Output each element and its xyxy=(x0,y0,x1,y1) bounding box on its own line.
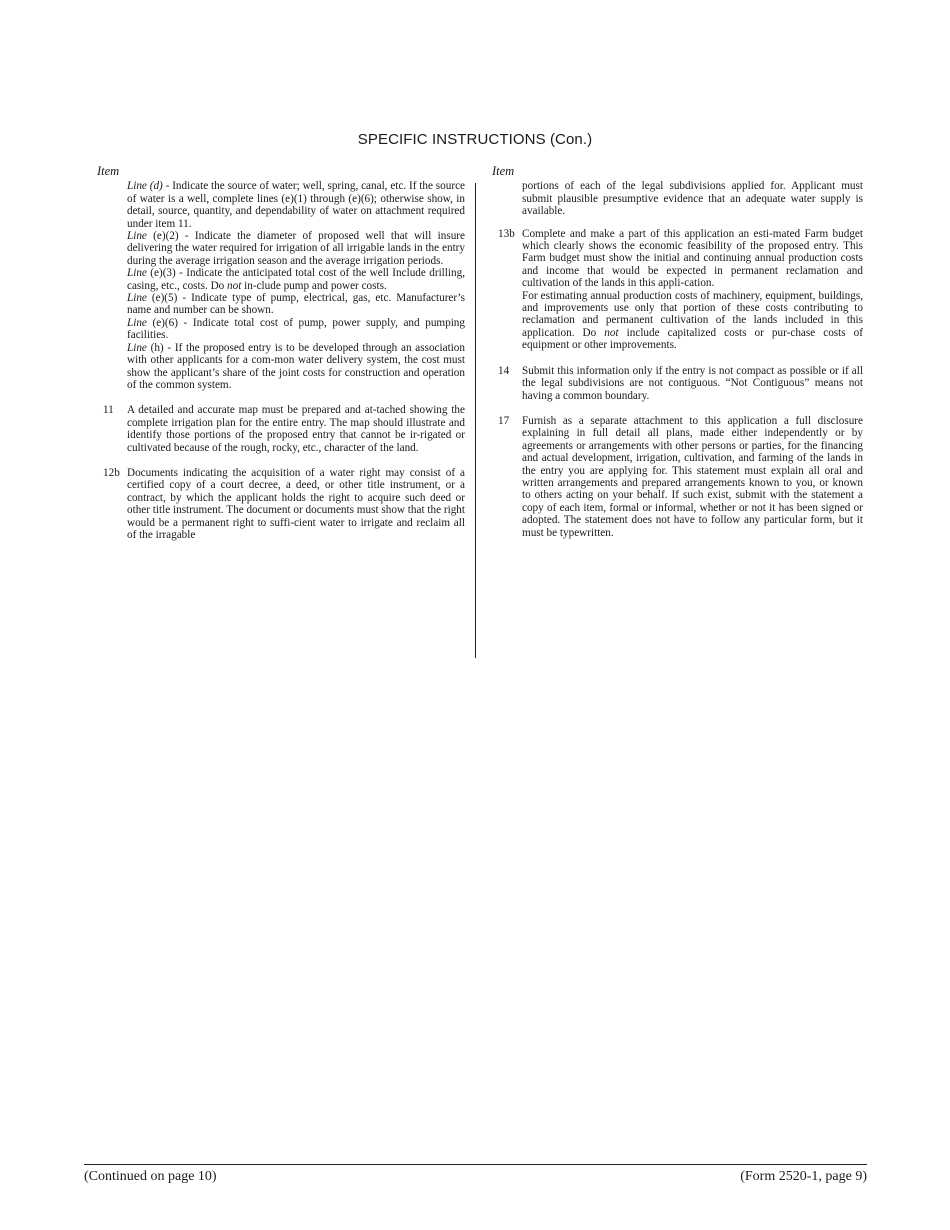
item-13b-entry xyxy=(492,228,863,352)
item-11-entry xyxy=(97,404,465,454)
item-12b-entry xyxy=(97,467,465,541)
item-number: 13b xyxy=(498,227,515,240)
item-number: 12b xyxy=(103,466,120,479)
item-number: 17 xyxy=(498,414,510,427)
footer-rule xyxy=(84,1164,867,1165)
item-number: 11 xyxy=(103,404,114,417)
item-12b-text: Documents indicating the acquisition of a water right may consist of a certified copy of a court decree, a deed, or other title instrument, or a contract, by which the applicant holds the right to acquire such deed or other title instrument. The document or documents must show that the right would be a permanent right to suffi-cient water to irrigate and reclaim all of the irragable xyxy=(127,466,465,541)
item-13b-text: Complete and make a part of this application an esti-mated Farm budget which clearly shows the economic feasibility of the proposed entry. This Farm budget must show the initial and continuing annual production costs and income that would be expected in permanent reclamation and cultivation of the lands in this appli-cation. xyxy=(522,227,863,290)
column-divider xyxy=(475,183,476,658)
footer-form-page: (Form 2520-1, page 9) xyxy=(740,1169,867,1184)
left-column xyxy=(97,165,465,541)
item-14-text: Submit this information only if the entry is not compact as possible or if all the legal subdivisions are not contiguous. “Not Contiguous” means not having a common boundary. xyxy=(522,364,863,402)
page-title: SPECIFIC INSTRUCTIONS (Con.) xyxy=(357,131,593,148)
line-d-entry xyxy=(97,180,465,391)
item-17-entry xyxy=(492,415,863,539)
item-heading: Item xyxy=(97,164,120,178)
item-number: 14 xyxy=(498,364,510,377)
line-e6-text: Line (e)(6) - Indicate total cost of pump, power supply, and pumping facilities. xyxy=(127,316,465,342)
item-14-entry xyxy=(492,365,863,402)
right-column xyxy=(492,165,863,539)
item-13b-text-2: For estimating annual production costs of machinery, equipment, buildings, and improvements use only that portion of these costs contributing to reclamation and permanent cultivation of the lands included in this application. Do not include capitalized costs or pur-chase costs of equipment or other improvements. xyxy=(522,289,863,352)
line-e5-text: Line (e)(5) - Indicate type of pump, electrical, gas, etc. Manufacturer’s name and number can be shown. xyxy=(127,292,465,317)
continuation-text: portions of each of the legal subdivisions applied for. Applicant must submit plausible presumptive evidence that an adequate water supply is available. xyxy=(522,180,863,218)
line-d-text: Line (d) - Indicate the source of water; well, spring, canal, etc. If the source of water is a well, complete lines (e)(1) through (e)(6); otherwise show, in detail, source, quantity, and dependability of water on attachment required under item 11. xyxy=(127,180,465,230)
line-h-text: Line (h) - If the proposed entry is to be developed through an association with other applicants for a com-mon water delivery system, the cost must show the applicant’s share of the joint costs for construction and operation of the common system. xyxy=(127,341,465,391)
continuation-entry xyxy=(492,180,863,217)
footer-continued: (Continued on page 10) xyxy=(84,1169,217,1184)
item-heading: Item xyxy=(492,164,515,178)
line-e2-text: Line (e)(2) - Indicate the diameter of proposed well that will insure delivering the water required for irrigation of all irrigable lands in the entry during the average irrigation season and the average irrigation periods. xyxy=(127,230,465,267)
line-e3-text: Line (e)(3) - Indicate the anticipated total cost of the well Include drilling, casing, etc., costs. Do not in-clude pump and power costs. xyxy=(127,267,465,292)
item-11-text: A detailed and accurate map must be prepared and at-tached showing the complete irrigation plan for the entire entry. The map should illustrate and identify those portions of the proposed entry that cannot be ir-rigated or cultivated because of the rough, rocky, etc., character of the land. xyxy=(127,404,465,454)
item-17-text: Furnish as a separate attachment to this application a full disclosure explaining in full detail all plans, made either independently or by agreements or arrangements with other persons or parties, for the financing and actual development, irrigation, cultivation, and farming of the lands in the entry you are applying for. This statement must explain all oral and written arrangements and prepared arrangements known to you, or known to others acting on your behalf. If such exist, submit with the statement a copy of each item, formal or informal, whether or not it has been signed or adopted. The statement does not have to follow any particular form, but it must be typewritten. xyxy=(522,414,863,539)
